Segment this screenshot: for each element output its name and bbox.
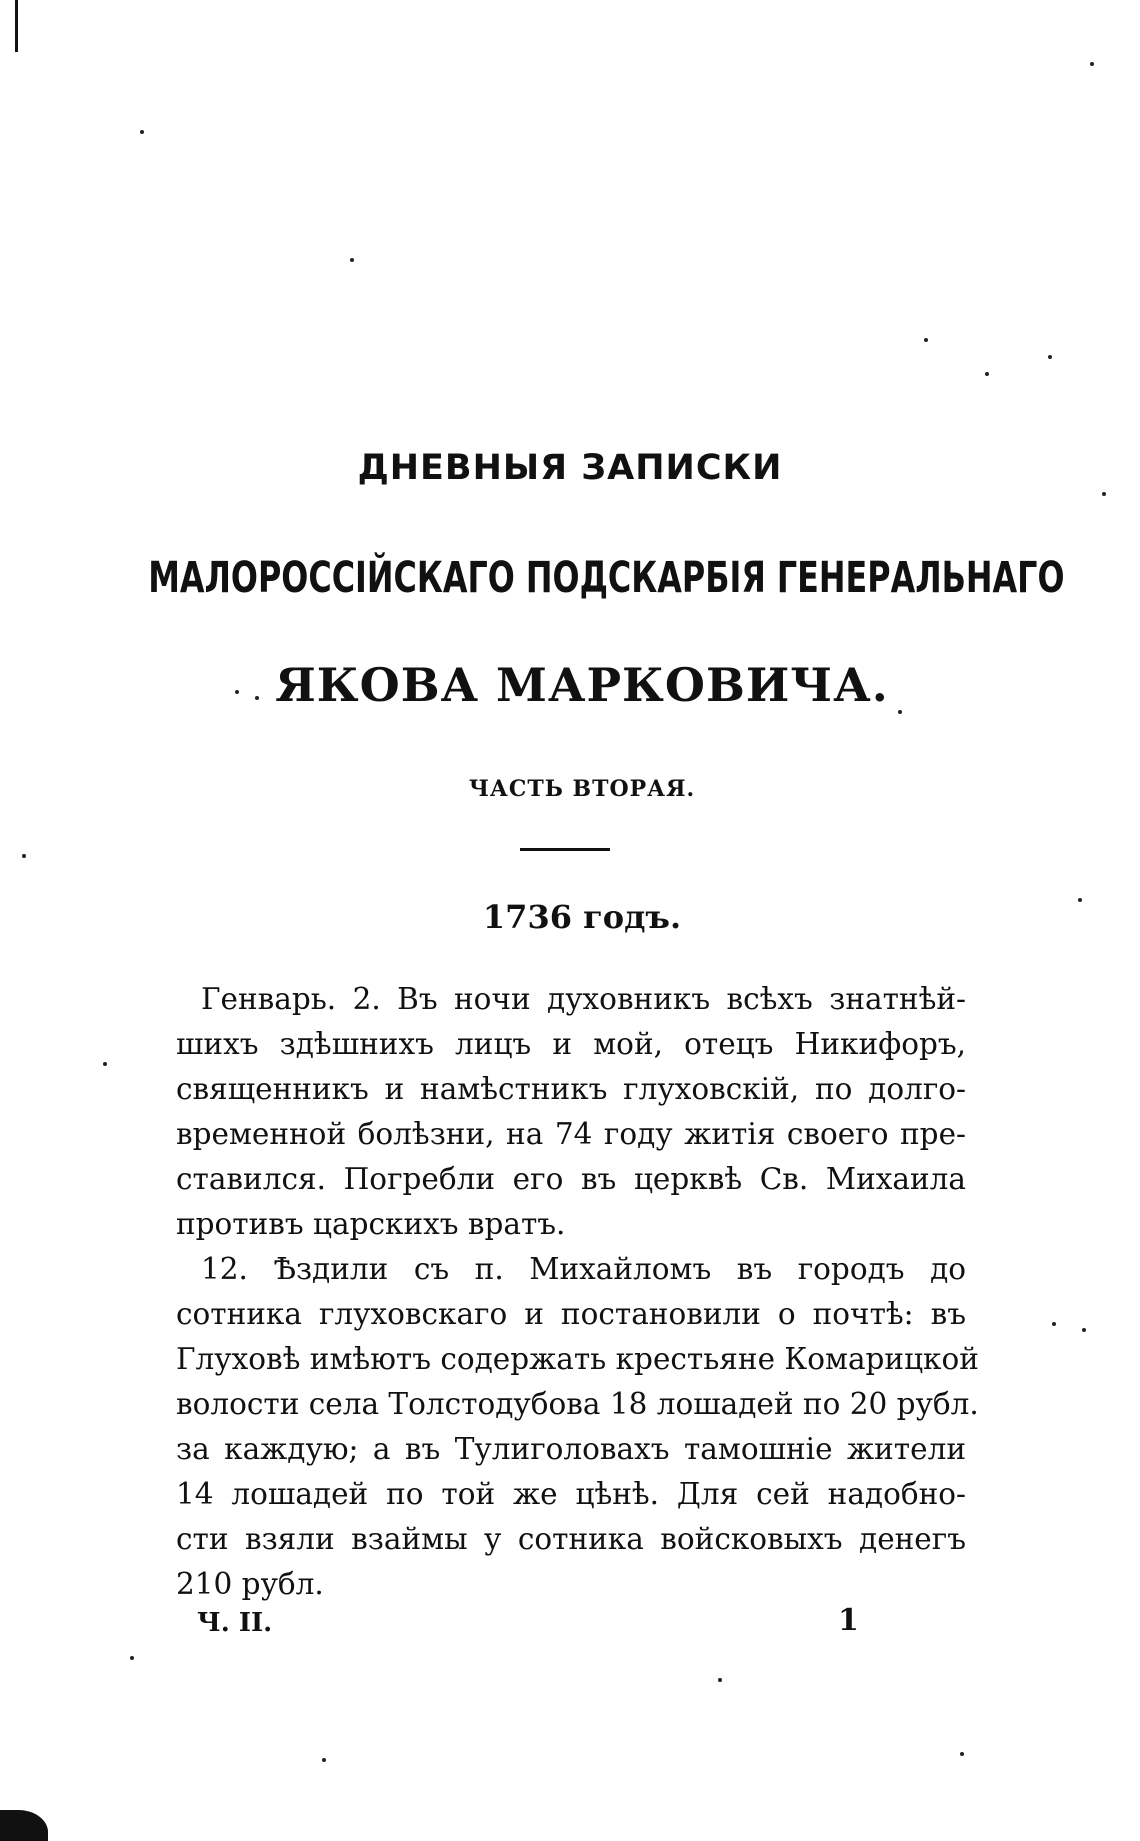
scan-speck [1082, 1328, 1086, 1332]
text-line: волости села Толстодубова 18 лошадей по 20 рубл. [176, 1387, 979, 1421]
scan-speck [1102, 492, 1106, 496]
part-heading: ЧАСТЬ ВТОРАЯ. [468, 776, 696, 802]
text-line: за каждую; а въ Тулиголовахъ тамошніе жители [176, 1432, 966, 1466]
scan-speck [22, 854, 26, 858]
text-line: Генварь. 2. Въ ночи духовникъ всѣхъ знатнѣй- [201, 982, 966, 1016]
scan-speck [140, 130, 144, 134]
body-text [176, 977, 979, 1607]
scan-speck [322, 1758, 326, 1762]
scan-speck [985, 372, 989, 376]
scan-speck [103, 1062, 107, 1066]
text-line: ставился. Погребли его въ церквѣ Св. Михаила [176, 1162, 966, 1196]
scan-speck [718, 1678, 722, 1682]
text-line: священникъ и намѣстникъ глуховскій, по долго- [176, 1072, 966, 1106]
scan-speck [350, 258, 354, 262]
text-line: 210 рубл. [176, 1567, 324, 1601]
text-line: 14 лошадей по той же цѣнѣ. Для сей надобно- [176, 1477, 966, 1511]
title-line-1: ДНЕВНЫЯ ЗАПИСКИ [357, 448, 783, 488]
page-number: 1 [838, 1603, 859, 1638]
text-line: сотника глуховскаго и постановили о почтѣ: въ [176, 1297, 966, 1331]
corner-scan-mark [0, 1810, 48, 1841]
text-line: сти взяли взаймы у сотника войсковыхъ денегъ [176, 1522, 966, 1556]
text-line: шихъ здѣшнихъ лицъ и мой, отецъ Никифоръ, [176, 1027, 966, 1061]
signature-mark: Ч. II. [197, 1608, 273, 1638]
scan-speck [1052, 1322, 1056, 1326]
scan-speck [1090, 62, 1094, 66]
title-line-3: ЯКОВА МАРКОВИЧА. [275, 658, 889, 712]
year-heading: 1736 годъ. [482, 898, 682, 936]
text-line: 12. Ѣздили съ п. Михайломъ въ городъ до [201, 1252, 966, 1286]
section-divider [520, 848, 610, 851]
title-line-2: МАЛОРОССІЙСКАГО ПОДСКАРБІЯ ГЕНЕРАЛЬНАГО [148, 553, 1065, 603]
text-line: Глуховѣ имѣютъ содержать крестьяне Комарицкой [176, 1342, 979, 1376]
text-line: противъ царскихъ вратъ. [176, 1207, 566, 1241]
text-line: временной болѣзни, на 74 году житія своего пре- [176, 1117, 966, 1151]
scan-speck [130, 1656, 134, 1660]
scan-speck [960, 1752, 964, 1756]
binding-edge-rule [15, 0, 18, 52]
scan-speck [1048, 355, 1052, 359]
scan-speck [924, 338, 928, 342]
